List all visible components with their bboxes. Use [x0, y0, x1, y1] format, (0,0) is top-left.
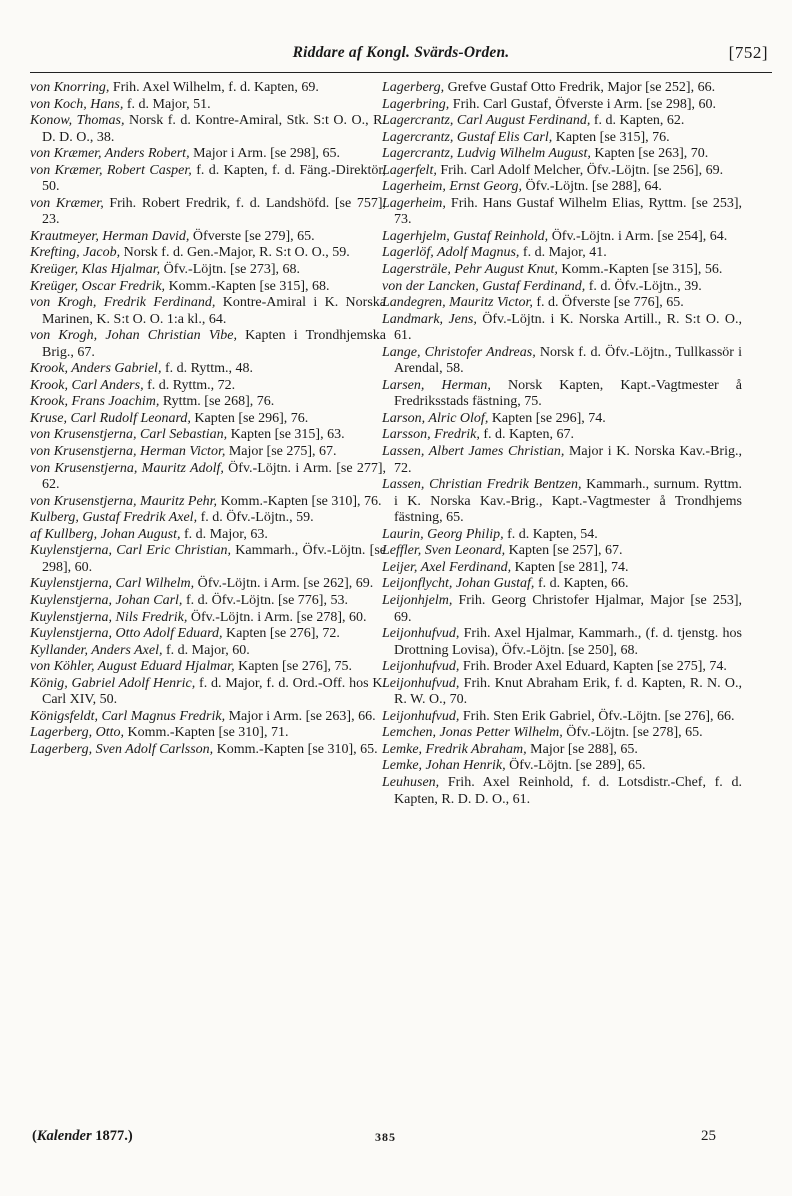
entry-details: Frih. Robert Fredrik, f. d. Landshöfd. [se 757], 23.	[42, 195, 386, 228]
entry-details: f. d. Kapten, 54.	[503, 526, 598, 542]
entry-name: Kruse, Carl Rudolf Leonard,	[30, 410, 191, 426]
entry-name: von Koch, Hans,	[30, 96, 124, 112]
register-entry	[382, 345, 742, 378]
entry-details: Öfv.-Löjtn. i Arm. [se 262], 69.	[194, 576, 374, 592]
entry-name: Lassen, Christian Fredrik Bentzen,	[382, 477, 582, 493]
entry-name: Lemchen, Jonas Petter Wilhelm,	[382, 725, 563, 741]
entry-name: Lange, Christofer Andreas,	[382, 344, 536, 360]
entry-name: von Krogh, Johan Christian Vibe,	[30, 328, 237, 344]
entry-name: Leuhusen,	[382, 774, 440, 790]
entry-name: von Kræmer,	[30, 195, 104, 211]
entry-details: Öfv.-Löjtn. [se 288], 64.	[522, 179, 662, 195]
register-entry	[382, 758, 742, 775]
entry-name: von Krogh, Fredrik Ferdinand,	[30, 295, 216, 311]
entry-details: Major i Arm. [se 263], 66.	[225, 708, 376, 724]
entry-name: von Krusenstjerna, Mauritz Pehr,	[30, 493, 218, 509]
register-entry	[30, 196, 386, 229]
register-entry	[382, 196, 742, 229]
entry-details: Frih. Carl Gustaf, Öfverste i Arm. [se 298], 60.	[449, 96, 717, 112]
footer-signature: 385	[375, 1130, 396, 1144]
entry-name: Lagerheim,	[382, 195, 446, 211]
entry-name: Kyllander, Anders Axel,	[30, 642, 163, 658]
entry-name: Larson, Alric Olof,	[382, 410, 489, 426]
entry-details: Kapten [se 276], 75.	[234, 659, 352, 675]
entry-details: Ryttm. [se 268], 76.	[159, 394, 275, 410]
register-entry	[382, 427, 742, 444]
register-entry	[30, 444, 386, 461]
register-entry	[382, 775, 742, 808]
register-entry	[30, 295, 386, 328]
register-entry	[30, 328, 386, 361]
register-entry	[382, 725, 742, 742]
register-entry	[30, 543, 386, 576]
register-entry	[382, 245, 742, 262]
entry-name: Lagerberg, Sven Adolf Carlsson,	[30, 741, 214, 757]
footer-kalender: (Kalender 1877.)	[32, 1128, 133, 1144]
entry-details: f. d. Kapten, 67.	[479, 427, 574, 443]
entry-name: Leijonflycht, Johan Gustaf,	[382, 576, 535, 592]
entry-details: f. d. Kapten, f. d. Fäng.-Direktör, 50.	[42, 162, 386, 195]
register-entry	[382, 527, 742, 544]
entry-details: Kammarh., surnum. Ryttm. i K. Norska Kav.-Brig., Kapt.-Vagtmester å Trondhjems fästning, 65.	[394, 477, 742, 526]
entry-details: Komm.-Kapten [se 315], 56.	[557, 262, 723, 278]
register-entry	[30, 659, 386, 676]
entry-name: Landmark, Jens,	[382, 311, 477, 327]
entry-details: Kontre-Amiral i K. Norska Marinen, K. S:t O. O. 1:a kl., 64.	[42, 295, 386, 327]
register-entry	[30, 97, 386, 114]
entry-name: Lagerbring,	[382, 96, 450, 112]
register-entry	[382, 411, 742, 428]
entry-details: Kapten [se 257], 67.	[505, 543, 623, 559]
entry-details: f. d. Major, f. d. Ord.-Off. hos K. Carl XIV, 50.	[42, 675, 386, 708]
entry-name: Kreüger, Klas Hjalmar,	[30, 262, 161, 278]
entry-details: f. d. Major, 63.	[180, 526, 268, 542]
entry-details: Komm.-Kapten [se 310], 71.	[123, 725, 289, 741]
register-entry	[382, 742, 742, 759]
entry-details: f. d. Kapten, 66.	[534, 576, 629, 592]
entry-name: Krook, Frans Joachim,	[30, 394, 160, 410]
register-entry	[382, 146, 742, 163]
entry-details: Frih. Axel Reinhold, f. d. Lotsdistr.-Chef, f. d. Kapten, R. D. D. O., 61.	[394, 774, 742, 807]
entry-details: Norsk f. d. Öfv.-Löjtn., Tullkassör i Arendal, 58.	[394, 344, 742, 377]
register-entry	[30, 643, 386, 660]
register-entry	[382, 543, 742, 560]
entry-name: Kulberg, Gustaf Fredrik Axel,	[30, 510, 198, 526]
register-entry	[30, 510, 386, 527]
entry-details: Öfv.-Löjtn. i Arm. [se 254], 64.	[548, 228, 728, 244]
entry-name: Leijonhufvud,	[382, 675, 460, 691]
entry-name: Lagercrantz, Gustaf Elis Carl,	[382, 129, 553, 145]
register-entry	[30, 80, 386, 97]
right-column	[382, 80, 742, 808]
entry-details: Öfv.-Löjtn. i Arm. [se 278], 60.	[187, 609, 367, 625]
entry-name: Lagerberg, Otto,	[30, 725, 124, 741]
entry-name: Lagerberg,	[382, 80, 445, 95]
entry-details: Kapten [se 276], 72.	[222, 626, 340, 642]
entry-details: Kapten [se 315], 63.	[227, 427, 345, 443]
register-entry	[30, 527, 386, 544]
footer-page-number: 25	[701, 1128, 716, 1144]
register-entry	[30, 626, 386, 643]
entry-name: af Kullberg, Johan August,	[30, 526, 181, 542]
register-entry	[30, 146, 386, 163]
register-entry	[30, 378, 386, 395]
register-entry	[382, 80, 742, 97]
register-entry	[382, 576, 742, 593]
entry-name: Kuylenstjerna, Otto Adolf Eduard,	[30, 626, 223, 642]
entry-name: Lagerheim, Ernst Georg,	[382, 179, 522, 195]
entry-details: Frih. Hans Gustaf Wilhelm Elias, Ryttm. [se 253], 73.	[394, 195, 742, 228]
entry-name: Lagerhjelm, Gustaf Reinhold,	[382, 228, 549, 244]
entry-name: Kuylenstjerna, Carl Eric Christian,	[30, 543, 232, 559]
register-entry	[30, 245, 386, 262]
register-entry	[382, 163, 742, 180]
entry-name: Leffler, Sven Leonard,	[382, 543, 506, 559]
entry-details: Major [se 275], 67.	[225, 444, 337, 460]
header-rule	[30, 72, 772, 73]
entry-name: Lagercrantz, Ludvig Wilhelm August,	[382, 146, 591, 162]
entry-details: Kapten [se 296], 76.	[190, 410, 309, 426]
entry-details: Komm.-Kapten [se 315], 68.	[165, 278, 330, 294]
register-entry	[30, 494, 386, 511]
entry-name: von Kræmer, Anders Robert,	[30, 146, 190, 162]
left-column	[30, 80, 386, 758]
entry-details: Major i K. Norska Kav.-Brig., 72.	[394, 444, 742, 476]
entry-details: Öfverste [se 279], 65.	[189, 228, 315, 244]
entry-name: von Köhler, August Eduard Hjalmar,	[30, 659, 235, 675]
entry-details: f. d. Ryttm., 48.	[161, 361, 254, 377]
entry-name: von Krusenstjerna, Mauritz Adolf,	[30, 460, 224, 476]
entry-details: f. d. Öfv.-Löjtn. [se 776], 53.	[182, 592, 348, 608]
entry-name: Lagerfelt,	[382, 162, 437, 178]
entry-details: f. d. Ryttm., 72.	[143, 377, 236, 393]
entry-details: Öfv.-Löjtn. i K. Norska Artill., R. S:t O. O., 61.	[394, 311, 742, 344]
register-entry	[382, 709, 742, 726]
entry-name: von Krusenstjerna, Carl Sebastian,	[30, 427, 228, 443]
register-entry	[30, 361, 386, 378]
entry-details: Kapten [se 296], 74.	[488, 410, 606, 426]
register-entry	[382, 659, 742, 676]
entry-name: Krefting, Jacob,	[30, 245, 121, 261]
entry-name: Königsfeldt, Carl Magnus Fredrik,	[30, 708, 226, 724]
register-entry	[382, 676, 742, 709]
entry-details: Grefve Gustaf Otto Fredrik, Major [se 252], 66.	[444, 80, 716, 95]
running-header	[30, 38, 772, 68]
entry-name: Lassen, Albert James Christian,	[382, 444, 565, 460]
entry-details: f. d. Major, 51.	[123, 96, 211, 112]
entry-name: Leijonhufvud,	[382, 659, 460, 675]
entry-details: Öfv.-Löjtn. i Arm. [se 277], 62.	[42, 460, 387, 493]
register-entry	[30, 709, 386, 726]
register-entry	[30, 461, 386, 494]
register-entry	[382, 477, 742, 527]
entry-name: Lagersträle, Pehr August Knut,	[382, 262, 558, 278]
entry-details: f. d. Major, 60.	[162, 642, 250, 658]
entry-name: von der Lancken, Gustaf Ferdinand,	[382, 278, 586, 294]
entry-details: Kapten [se 263], 70.	[590, 146, 709, 162]
entry-details: Norsk Kapten, Kapt.-Vagtmester å Fredriksstads fästning, 75.	[394, 377, 743, 410]
entry-name: Kuylenstjerna, Carl Wilhelm,	[30, 576, 195, 592]
entry-details: Frih. Carl Adolf Melcher, Öfv.-Löjtn. [se 256], 69.	[436, 162, 724, 178]
entry-details: f. d. Öfv.-Löjtn., 59.	[197, 510, 314, 526]
register-entry	[30, 229, 386, 246]
entry-details: Komm.-Kapten [se 310], 65.	[213, 741, 378, 757]
register-entry	[30, 394, 386, 411]
register-entry	[30, 576, 386, 593]
entry-details: Frih. Axel Wilhelm, f. d. Kapten, 69.	[109, 80, 319, 95]
entry-details: Norsk f. d. Gen.-Major, R. S:t O. O., 59.	[120, 245, 350, 261]
entry-details: Öfv.-Löjtn. [se 278], 65.	[562, 725, 703, 741]
register-entry	[382, 279, 742, 296]
entry-name: Larsen, Herman,	[382, 377, 491, 393]
entry-name: Lemke, Johan Henrik,	[382, 758, 506, 774]
entry-name: Leijonhufvud,	[382, 708, 460, 724]
entry-details: f. d. Major, 41.	[519, 245, 607, 261]
entry-details: Komm.-Kapten [se 310], 76.	[217, 493, 382, 509]
entry-name: Kuylenstjerna, Nils Fredrik,	[30, 609, 188, 625]
entry-details: Frih. Georg Christofer Hjalmar, Major [se 253], 69.	[394, 592, 742, 625]
register-entry	[382, 97, 742, 114]
register-entry	[382, 312, 742, 345]
register-entry	[30, 610, 386, 627]
entry-name: Leijonhjelm,	[382, 592, 453, 608]
entry-name: Lagercrantz, Carl August Ferdinand,	[382, 113, 591, 129]
entry-name: von Krusenstjerna, Herman Victor,	[30, 444, 226, 460]
register-entry	[382, 262, 742, 279]
entry-details: Kapten [se 315], 76.	[552, 129, 670, 145]
register-entry	[382, 295, 742, 312]
register-entry	[30, 593, 386, 610]
entry-name: Leijonhufvud,	[382, 626, 460, 642]
register-entry	[382, 444, 742, 477]
register-entry	[382, 378, 742, 411]
entry-name: Kreüger, Oscar Fredrik,	[30, 278, 166, 294]
page-number: [752]	[728, 43, 768, 62]
register-entry	[30, 411, 386, 428]
register-entry	[30, 742, 386, 759]
register-entry	[382, 560, 742, 577]
entry-name: Krook, Anders Gabriel,	[30, 361, 162, 377]
entry-name: Krautmeyer, Herman David,	[30, 228, 190, 244]
entry-details: f. d. Kapten, 62.	[590, 113, 685, 129]
entry-details: Kapten [se 281], 74.	[511, 559, 629, 575]
entry-name: Landegren, Mauritz Victor,	[382, 295, 533, 311]
entry-name: König, Gabriel Adolf Henric,	[30, 675, 196, 691]
entry-details: f. d. Öfverste [se 776], 65.	[532, 295, 684, 311]
register-entry	[30, 725, 386, 742]
register-entry	[382, 179, 742, 196]
entry-details: f. d. Öfv.-Löjtn., 39.	[585, 278, 702, 294]
entry-details: Kammarh., Öfv.-Löjtn. [se 298], 60.	[42, 543, 386, 575]
register-entry	[30, 113, 386, 146]
entry-details: Öfv.-Löjtn. [se 273], 68.	[160, 262, 301, 278]
entry-name: Lagerlöf, Adolf Magnus,	[382, 245, 520, 261]
register-entry	[382, 593, 742, 626]
entry-details: Frih. Sten Erik Gabriel, Öfv.-Löjtn. [se 276], 66.	[459, 708, 735, 724]
register-entry	[382, 113, 742, 130]
entry-details: Major i Arm. [se 298], 65.	[189, 146, 341, 162]
entry-details: Kapten i Trondhjemska Brig., 67.	[42, 328, 386, 360]
entry-details: Frih. Knut Abraham Erik, f. d. Kapten, R. N. O., R. W. O., 70.	[394, 675, 742, 708]
entry-name: von Knorring,	[30, 80, 110, 95]
entry-name: Leijer, Axel Ferdinand,	[382, 559, 512, 575]
entry-name: von Kræmer, Robert Casper,	[30, 162, 192, 178]
register-entry	[382, 229, 742, 246]
entry-name: Kuylenstjerna, Johan Carl,	[30, 592, 183, 608]
register-entry	[30, 163, 386, 196]
running-title: Riddare af Kongl. Svärds-Orden.	[292, 44, 510, 61]
entry-name: Laurin, Georg Philip,	[382, 526, 504, 542]
register-entry	[30, 676, 386, 709]
entry-details: Frih. Broder Axel Eduard, Kapten [se 275], 74.	[459, 659, 727, 675]
register-entry	[30, 427, 386, 444]
entry-name: Lemke, Fredrik Abraham,	[382, 741, 527, 757]
entry-name: Konow, Thomas,	[30, 113, 125, 129]
register-entry	[30, 262, 386, 279]
register-entry	[382, 626, 742, 659]
page-footer	[30, 1128, 772, 1152]
register-entry	[382, 130, 742, 147]
entry-details: Frih. Axel Hjalmar, Kammarh., (f. d. tjenstg. hos Drottning Lovisa), Öfv.-Löjtn. [se 250], 68.	[394, 626, 742, 658]
entry-details: Norsk f. d. Kontre-Amiral, Stk. S:t O. O., R. D. D. O., 38.	[42, 113, 386, 145]
entry-name: Krook, Carl Anders,	[30, 377, 144, 393]
register-entry	[30, 279, 386, 296]
entry-details: Öfv.-Löjtn. [se 289], 65.	[505, 758, 646, 774]
entry-details: Major [se 288], 65.	[526, 741, 638, 757]
entry-name: Larsson, Fredrik,	[382, 427, 480, 443]
